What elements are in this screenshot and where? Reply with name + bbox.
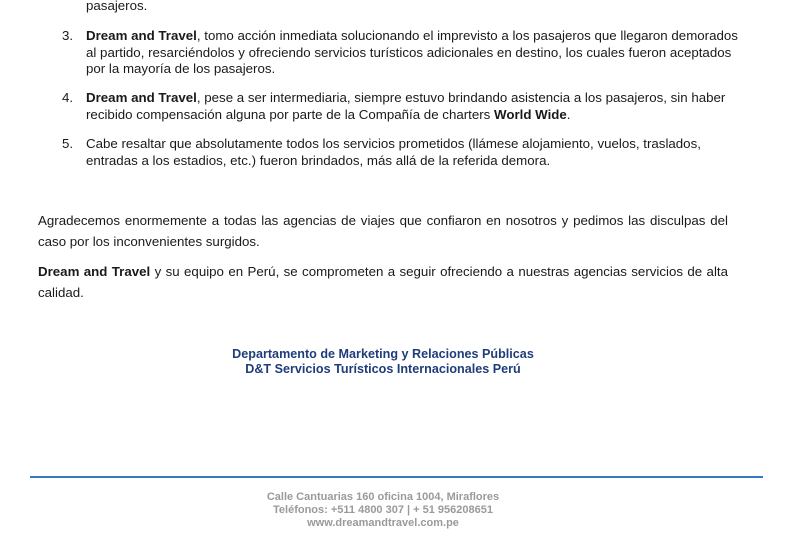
footer-website: www.dreamandtravel.com.pe	[307, 517, 459, 529]
paragraph-text: y su equipo en Perú, se comprometen a seguir ofreciendo a nuestras agencias servicios de alta calidad.	[38, 264, 728, 300]
footer-address: Calle Cantuarias 160 oficina 1004, Miraflores	[266, 491, 500, 503]
list-text-body: pasajeros.	[86, 0, 148, 13]
list-text-tail: .	[566, 106, 571, 122]
paragraph-text: Agradecemos enormemente a todas las agencias de viajes que confiaron en nosotros y pedimos las disculpas del caso por los inconvenientes surgidos.	[38, 213, 728, 249]
list-text	[86, 28, 738, 78]
list-text	[86, 90, 738, 123]
list-text	[86, 136, 738, 169]
commitment-paragraph	[38, 262, 728, 303]
company-name: Dream and Travel	[38, 264, 151, 279]
footer-phones: Teléfonos: +511 4800 307 | + 51 956208651	[273, 504, 493, 516]
list-number: 3.	[62, 28, 74, 43]
list-text	[86, 0, 738, 15]
company-name: Dream and Travel	[86, 90, 197, 105]
list-text-body: , pese a ser intermediaria, siempre estuvo brindando asistencia a los pasajeros, sin haber recibido compensación alguna por parte de la Compañía de charters	[86, 90, 726, 122]
signature-department: Departamento de Marketing y Relaciones Públicas	[232, 347, 534, 361]
list-number: 5.	[62, 136, 74, 151]
signature-company: D&T Servicios Turísticos Internacionales Perú	[245, 362, 521, 376]
company-name: Dream and Travel	[86, 28, 197, 43]
list-text-body: Cabe resaltar que absolutamente todos los servicios prometidos (llámese alojamiento, vuelos, traslados, entradas a los estadios, etc.) fueron brindados, más allá de la referida demora.	[86, 136, 701, 168]
list-number: 4.	[62, 90, 74, 105]
thanks-paragraph	[38, 211, 728, 252]
charter-name: World Wide	[494, 106, 567, 122]
footer-divider	[30, 476, 763, 478]
list-text-body: , tomo acción inmediata solucionando el imprevisto a los pasajeros que llegaron demorados al partido, resarciéndolos y ofreciendo servicios turísticos adicionales en destino, los cuales fueron aceptados por la mayoría de los pasajeros.	[86, 28, 738, 76]
